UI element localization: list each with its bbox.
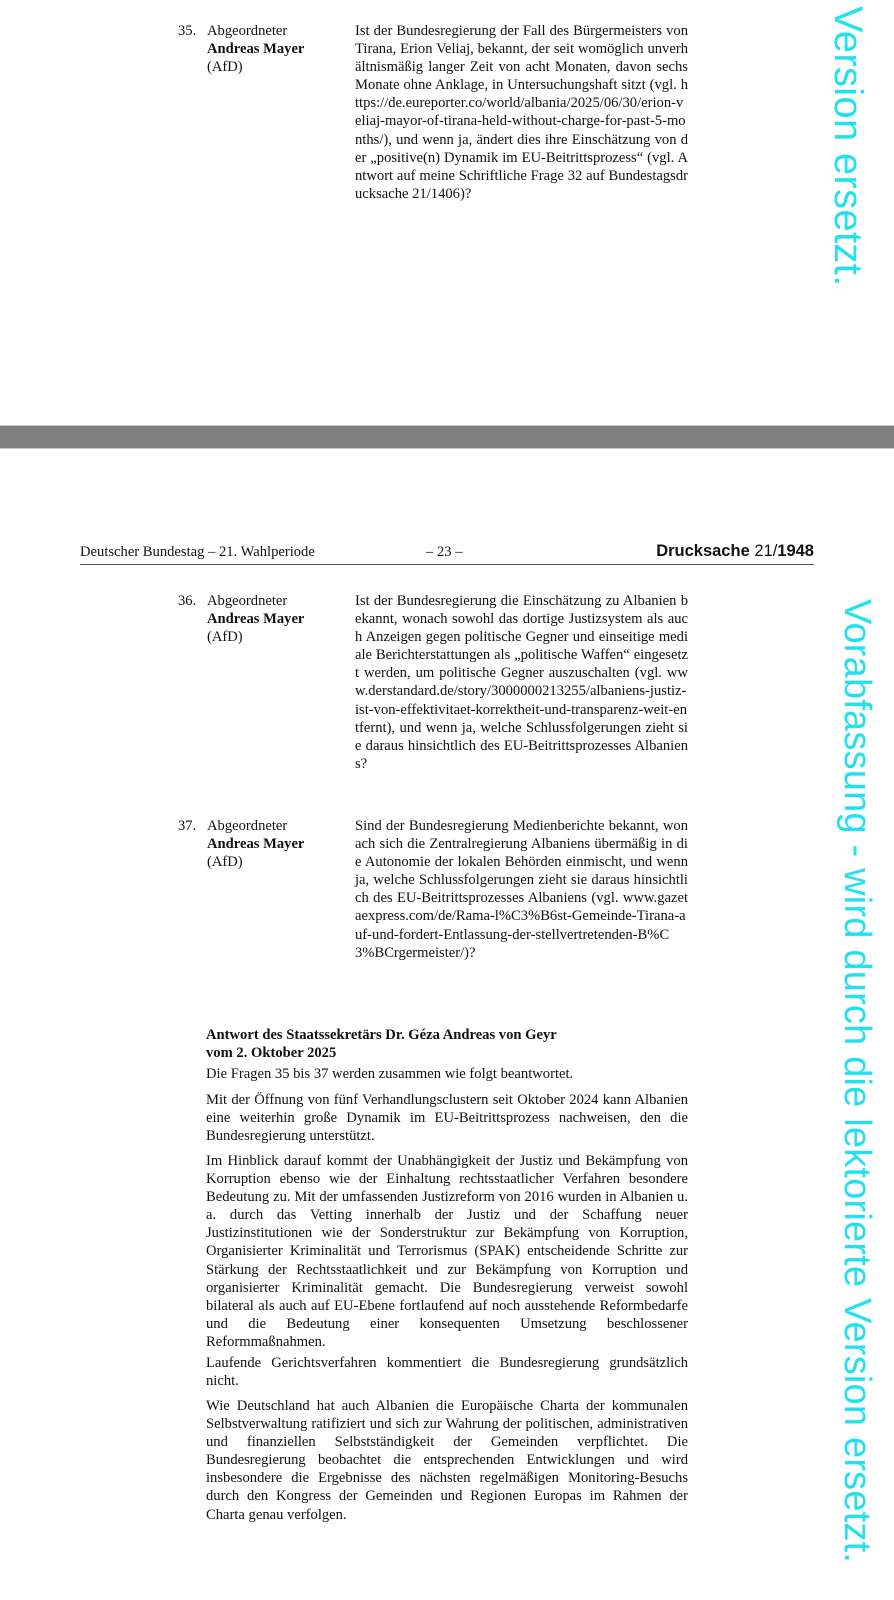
author-name: Andreas Mayer	[207, 41, 305, 58]
document-number	[656, 542, 814, 561]
header-left: Deutscher Bundestag – 21. Wahlperiode	[80, 544, 315, 560]
page-1	[0, 0, 894, 425]
watermark-page-1: Version ersetzt.	[826, 6, 870, 287]
page-header	[80, 544, 814, 565]
question-text: Ist der Bundesregierung die Einschätzung zu Albanien bekannt, wonach sowohl das dortige Justizsystem als auch Anzeigen gegen politische Gegner und einseitige mediale Berichterstattungen als „politische Waffen“ eingesetzt werden, um politische Gegner auszuschalten (vgl. www.derstandard.de/story/3000000213255/albaniens-justiz-ist-von-effektivitaet-korrektheit-und-transparenz-weit-entfernt), und wenn ja, welche Schlussfolgerungen zieht sie daraus hinsichtlich des EU-Beitrittsprozesses Albaniens?	[355, 593, 688, 772]
author-role: Abgeordneter	[207, 23, 288, 39]
answer-title	[206, 1026, 688, 1062]
question-number: 35.	[178, 23, 197, 39]
author-party: (AfD)	[207, 59, 243, 76]
question-text: Sind der Bundesregierung Medienberichte bekannt, wonach sich die Zentralregierung Albaniens übermäßig in die Autonomie der lokalen Behörden einmischt, und wenn ja, welche Schlussfolgerungen zieht sie daraus hinsichtlich des EU-Beitrittsprozesses Albaniens (vgl. www.gazetaexpress.com/de/Rama-l%C3%B6st-Gemeinde-Tirana-auf-und-fordert-Entlassung-der-stellvertretenden-B%C3%BCrgermeister/)?	[355, 818, 688, 961]
author-name: Andreas Mayer	[207, 836, 305, 853]
author-role: Abgeordneter	[207, 593, 288, 609]
question-number: 36.	[178, 593, 197, 609]
doc-number-prefix: 21/	[754, 542, 778, 560]
question-35	[178, 22, 690, 222]
question-author	[207, 817, 357, 871]
answer-paragraph: Die Fragen 35 bis 37 werden zusammen wie folgt beantwortet.	[206, 1066, 574, 1082]
answer-paragraph: Mit der Öffnung von fünf Verhandlungsclustern seit Oktober 2024 kann Albanien eine weiterhin große Dynamik im EU-Beitrittsprozess nachweisen, den die Bundesregierung unterstützt.	[206, 1092, 688, 1145]
question-number: 37.	[178, 818, 197, 834]
question-37	[178, 817, 690, 987]
author-party: (AfD)	[207, 629, 243, 646]
doc-number-suffix: 1948	[777, 542, 814, 560]
page-2	[0, 449, 894, 1600]
author-role: Abgeordneter	[207, 818, 288, 834]
answer-paragraph: Wie Deutschland hat auch Albanien die Europäische Charta der kommunalen Selbstverwaltung ratifiziert und sich zur Wahrung der politischen, administrativen und finanziellen Selbstständigkeit der Gemeinden verpflichtet. Die Bundesregierung beobachtet die entsprechenden Entwicklungen und wird insbesondere die Ergebnisse des nächsten regelmäßigen Monitoring-Besuchs durch den Kongress der Gemeinden und Regionen Europas im Rahmen der Charta genau verfolgen.	[206, 1398, 688, 1523]
page-separator	[0, 425, 894, 449]
author-name: Andreas Mayer	[207, 611, 305, 628]
question-author	[207, 22, 357, 76]
doc-label: Drucksache	[656, 542, 750, 560]
author-party: (AfD)	[207, 854, 243, 871]
answer-date: vom 2. Oktober 2025	[206, 1045, 337, 1062]
answer-title-line-1: Antwort des Staatssekretärs Dr. Géza Andreas von Geyr	[206, 1027, 557, 1043]
question-author	[207, 592, 357, 646]
question-text: Ist der Bundesregierung der Fall des Bürgermeisters von Tirana, Erion Veliaj, bekannt, der seit womöglich unverhältnismäßig langer Zeit von acht Monaten, davon sechs Monate ohne Anklage, in Untersuchungshaft sitzt (vgl. https://de.eureporter.co/world/albania/2025/06/30/erion-veliaj-mayor-of-tirana-held-without-charge-for-past-5-months/), und wenn ja, ändert dies ihre Einschätzung von der „positive(n) Dynamik im EU-Beitrittsprozess“ (vgl. Antwort auf meine Schriftliche Frage 32 auf Bundestagsdrucksache 21/1406)?	[355, 23, 688, 202]
answer-paragraph: Laufende Gerichtsverfahren kommentiert die Bundesregierung grundsätzlich nicht.	[206, 1355, 688, 1390]
answer-paragraph: Im Hinblick darauf kommt der Unabhängigkeit der Justiz und Bekämpfung von Korruption ebenso wie der Einhaltung rechtsstaatlicher Verfahren besondere Bedeutung zu. Mit der umfassenden Justizreform von 2016 wurden in Albanien u. a. durch das Vetting innerhalb der Justiz und der Schaffung neuer Justizinstitutionen wie der Sonderstruktur zur Bekämpfung von Korruption, Organisierter Kriminalität und Terrorismus (SPAK) entscheidende Schritte zur Stärkung der Rechtsstaatlichkeit und zur Bekämpfung von Korruption und organisierter Kriminalität gemacht. Die Bundesregierung verweist sowohl bilateral als auch auf EU-Ebene fortlaufend auf noch ausstehende Reformbedarfe und die Bedeutung einer konsequenten Umsetzung beschlossener Reformmaßnahmen.	[206, 1153, 688, 1350]
question-36	[178, 592, 690, 792]
page-number: – 23 –	[426, 544, 463, 560]
watermark-page-2: Vorabfassung - wird durch die lektorierte Version ersetzt.	[836, 599, 878, 1564]
